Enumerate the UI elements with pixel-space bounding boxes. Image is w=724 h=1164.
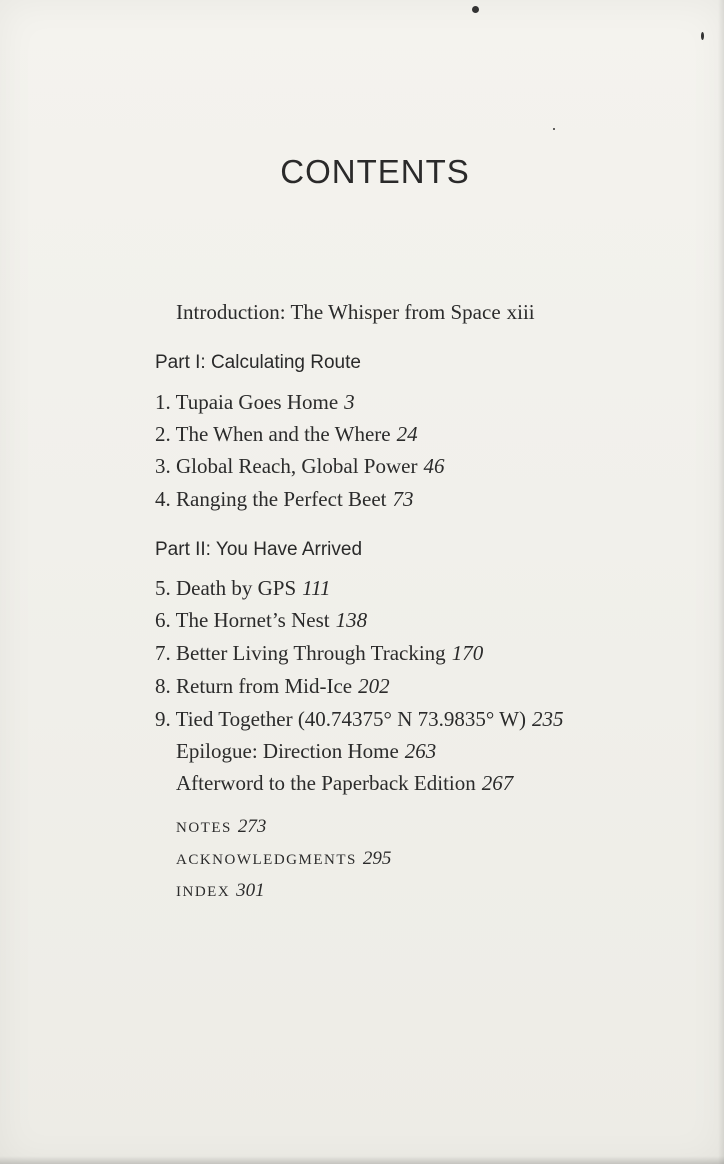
toc-entry-label: 7. Better Living Through Tracking — [155, 641, 446, 665]
toc-entry-page-number: 263 — [404, 739, 437, 763]
toc-entry-page-number: 273 — [237, 816, 267, 837]
toc-entry-epilogue — [176, 741, 436, 762]
part-heading: Part II: You Have Arrived — [155, 539, 363, 560]
toc-entry-page-number: 24 — [396, 422, 418, 446]
page-bottom-shadow — [0, 1156, 724, 1164]
toc-entry-page-number: 202 — [358, 674, 390, 698]
ink-speck — [553, 128, 555, 130]
toc-entry-label: 4. Ranging the Perfect Beet — [155, 487, 387, 511]
toc-entry-page-number: 301 — [236, 880, 265, 901]
page-title: CONTENTS — [280, 153, 470, 190]
toc-entry-page-number: 138 — [335, 608, 368, 632]
toc-entry-chapter — [155, 424, 418, 445]
toc-entry-introduction — [176, 302, 535, 323]
toc-entry-page-number: 46 — [423, 454, 445, 478]
toc-entry-page-number: 170 — [451, 641, 484, 665]
toc-entry-page-number: 295 — [362, 848, 392, 869]
toc-entry-notes — [176, 817, 266, 836]
toc-entry-page-number: 267 — [481, 771, 514, 795]
toc-entry-label: 1. Tupaia Goes Home — [155, 390, 339, 414]
toc-entry-afterword — [176, 773, 513, 794]
toc-entry-chapter — [155, 456, 444, 477]
toc-entry-chapter — [155, 643, 483, 664]
toc-entry-chapter — [155, 392, 355, 413]
toc-entry-label: 6. The Hornet’s Nest — [155, 608, 330, 632]
toc-entry-label: Afterword to the Paperback Edition — [176, 771, 476, 795]
toc-entry-label: ACKNOWLEDGMENTS — [176, 852, 357, 868]
toc-entry-chapter — [155, 676, 390, 697]
part-heading: Part I: Calculating Route — [155, 352, 361, 373]
ink-speck — [701, 32, 704, 40]
toc-entry-label: 9. Tied Together (40.74375° N 73.9835° W) — [155, 707, 526, 731]
toc-entry-label: Epilogue: Direction Home — [176, 739, 399, 763]
toc-entry-chapter — [155, 578, 331, 599]
toc-entry-label: 2. The When and the Where — [155, 422, 391, 446]
toc-entry-index — [176, 881, 265, 900]
toc-entry-page-number: 3 — [344, 390, 355, 414]
toc-entry-label: Introduction: The Whisper from Space — [176, 300, 501, 324]
toc-entry-label: INDEX — [176, 884, 231, 900]
toc-entry-chapter — [155, 610, 367, 631]
toc-entry-page-number: 235 — [531, 707, 564, 731]
ink-speck — [472, 6, 479, 13]
toc-entry-label: 8. Return from Mid-Ice — [155, 674, 353, 698]
toc-entry-chapter — [155, 489, 414, 510]
toc-entry-page-number: xiii — [506, 300, 535, 324]
toc-entry-label: 3. Global Reach, Global Power — [155, 454, 418, 478]
toc-entry-label: NOTES — [176, 820, 232, 836]
toc-entry-acknowledgments — [176, 849, 391, 868]
toc-entry-page-number: 111 — [302, 576, 331, 600]
toc-entry-page-number: 73 — [392, 487, 414, 511]
toc-entry-chapter — [155, 709, 563, 730]
toc-entry-label: 5. Death by GPS — [155, 576, 297, 600]
